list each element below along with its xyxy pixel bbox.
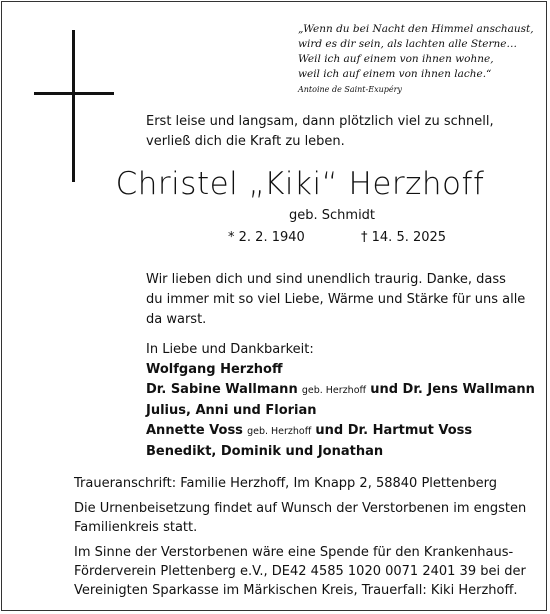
- family-intro: In Liebe und Dankbarkeit:: [146, 342, 314, 357]
- family-row: Wolfgang Herzhoff: [146, 362, 283, 377]
- intro-line: verließ dich die Kraft zu leben.: [146, 134, 345, 149]
- quote-line: „Wenn du bei Nacht den Himmel anschaust,: [298, 23, 534, 35]
- message-text: Wir lieben dich und sind unendlich traurig. Danke, dass du immer mit so viel Liebe, Wärme und Stärke für uns alle da warst.: [146, 272, 526, 327]
- birth-name: geb. Schmidt: [289, 208, 376, 223]
- donation-notice: Im Sinne der Verstorbenen wäre eine Spende für den Krankenhaus-Förderverein Plettenberg e.V., DE42 4585 1020 0071 2401 39 bei der Vereinigten Sparkasse im Märkischen Kreis, Trauerfall: Kiki Herzhoff.: [74, 545, 526, 598]
- family-row: Julius, Anni und Florian: [146, 403, 317, 418]
- family-block: [146, 340, 535, 462]
- quote-line: weil ich auf einem von ihnen lache.“: [298, 68, 492, 80]
- family-row: Dr. Sabine Wallmann geb. Herzhoff und Dr. Jens Wallmann: [146, 382, 535, 397]
- intro-line: Erst leise und langsam, dann plötzlich viel zu schnell,: [146, 114, 494, 129]
- quote-line: wird es dir sein, als lachten alle Sterne…: [298, 38, 517, 50]
- intro-text: [146, 112, 494, 152]
- death-date: † 14. 5. 2025: [361, 230, 447, 245]
- burial-notice: Die Urnenbeisetzung findet auf Wunsch der Verstorbenen im engsten Familienkreis statt.: [74, 501, 527, 535]
- family-row: Benedikt, Dominik und Jonathan: [146, 444, 384, 459]
- deceased-name: Christel „Kiki“ Herzhoff: [115, 166, 485, 202]
- birth-date: * 2. 2. 1940: [228, 230, 305, 245]
- quote-block: [298, 22, 538, 97]
- mourning-address: Traueranschrift: Familie Herzhoff, Im Knapp 2, 58840 Plettenberg: [74, 476, 497, 491]
- family-row: Annette Voss geb. Herzhoff und Dr. Hartmut Voss: [146, 423, 473, 438]
- quote-author: Antoine de Saint-Exupéry: [298, 85, 402, 94]
- quote-line: Weil ich auf einem von ihnen wohne,: [298, 53, 494, 65]
